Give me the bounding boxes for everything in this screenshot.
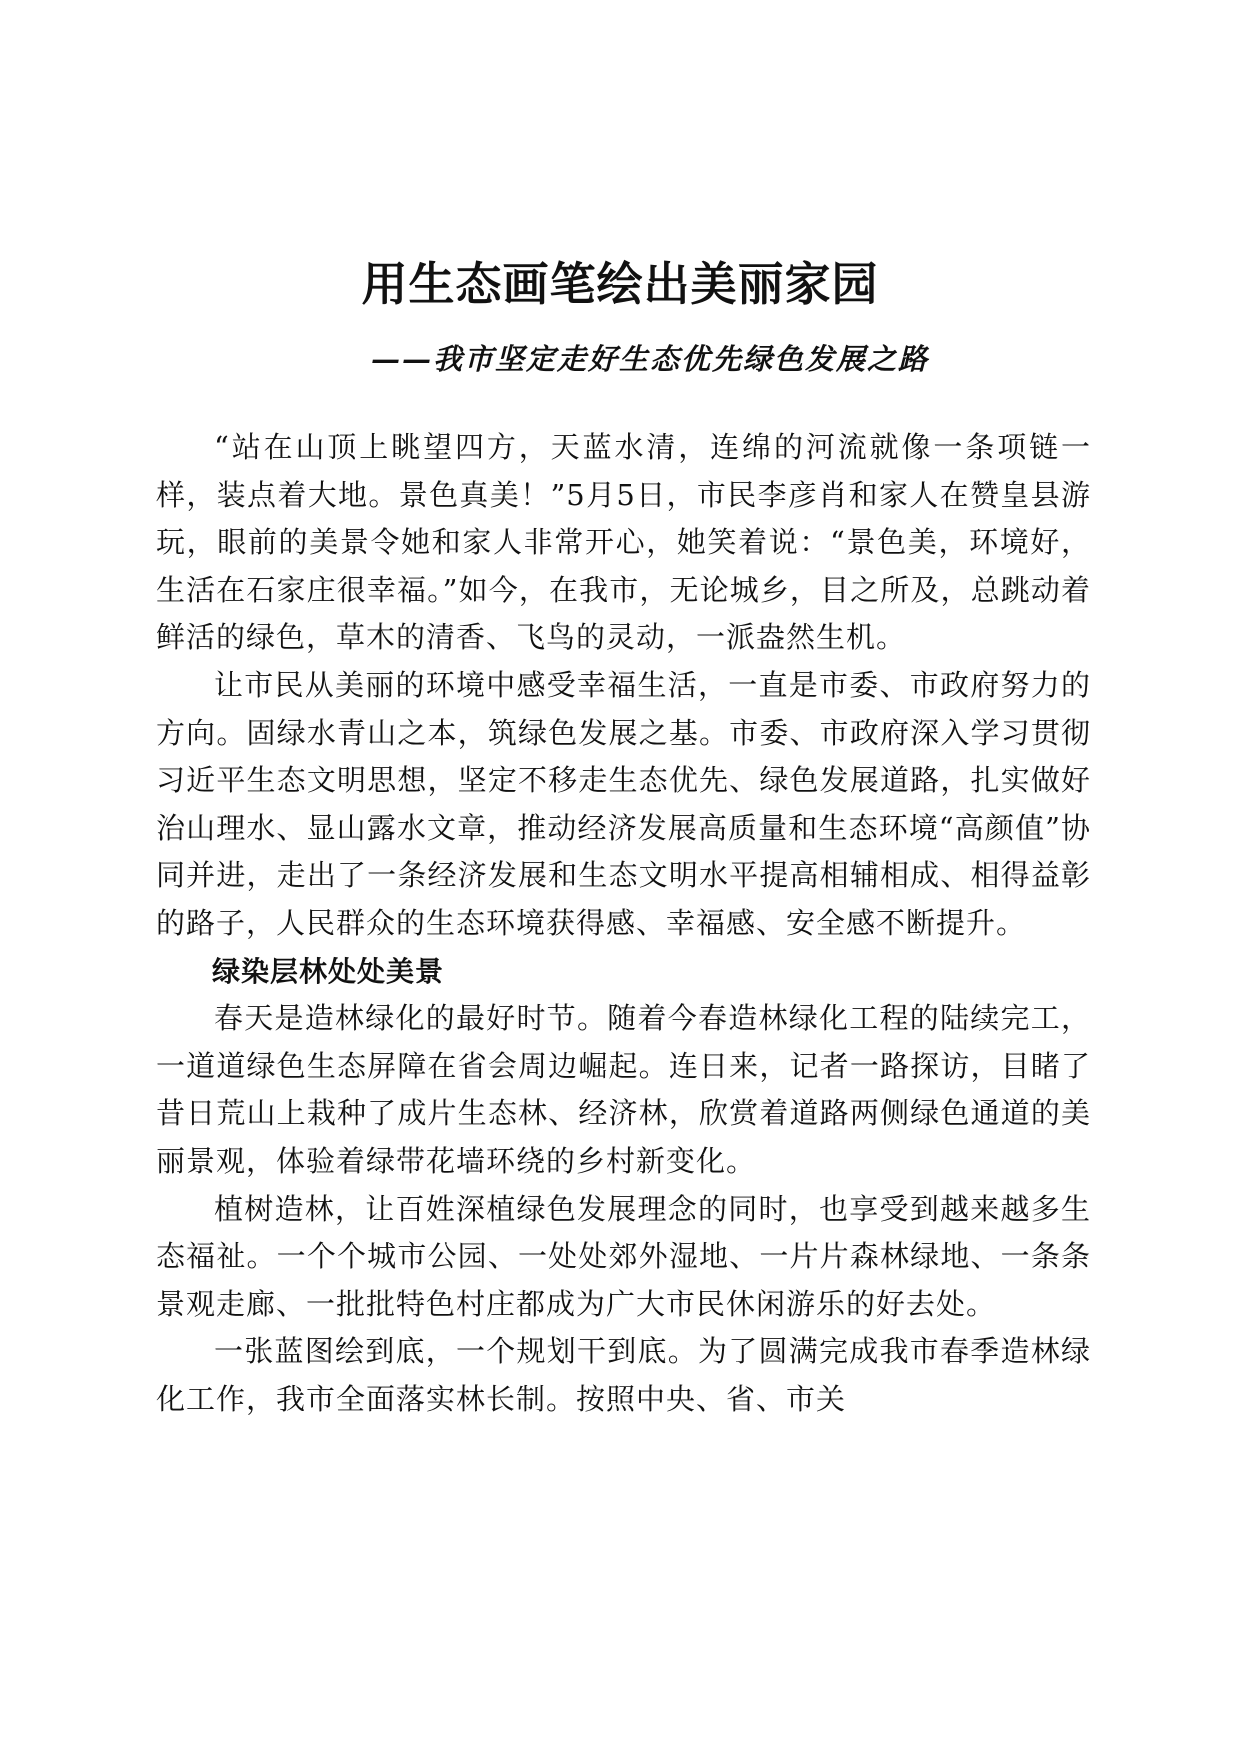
page-subtitle: ——我市坚定走好生态优先绿色发展之路 — [370, 342, 929, 376]
paragraph: 一张蓝图绘到底，一个规划干到底。为了圆满完成我市春季造林绿化工作，我市全面落实林长制。按照中央、省、市关 — [156, 1334, 1091, 1416]
paragraph: 植树造林，让百姓深植绿色发展理念的同时，也享受到越来越多生态福祉。一个个城市公园、一处处郊外湿地、一片片森林绿地、一条条景观走廊、一批批特色村庄都成为广大市民休闲游乐的好去处。 — [156, 1191, 1091, 1321]
page-title: 用生态画笔绘出美丽家园 — [361, 257, 879, 311]
paragraph: 让市民从美丽的环境中感受幸福生活，一直是市委、市政府努力的方向。固绿水青山之本，筑绿色发展之基。市委、市政府深入学习贯彻习近平生态文明思想，坚定不移走生态优先、绿色发展道路，扎实做好治山理水、显山露水文章，推动经济发展高质量和生态环境“高颜值”协同并进，走出了一条经济发展和生态文明水平提高相辅相成、相得益彰的路子，人民群众的生态环境获得感、幸福感、安全感不断提升。 — [156, 667, 1091, 940]
paragraph: 春天是造林绿化的最好时节。随着今春造林绿化工程的陆续完工，一道道绿色生态屏障在省会周边崛起。连日来，记者一路探访，目睹了昔日荒山上栽种了成片生态林、经济林，欣赏着道路两侧绿色通道的美丽景观，体验着绿带花墙环绕的乡村新变化。 — [156, 1001, 1091, 1178]
paragraph: “站在山顶上眺望四方，天蓝水清，连绵的河流就像一条项链一样，装点着大地。景色真美！”5月5日，市民李彦肖和家人在赞皇县游玩，眼前的美景令她和家人非常开心，她笑着说：“景色美，环境好，生活在石家庄很幸福。”如今，在我市，无论城乡，目之所及，总跳动着鲜活的绿色，草木的清香、飞鸟的灵动，一派盎然生机。 — [156, 430, 1091, 655]
section-heading: 绿染层林处处美景 — [212, 954, 445, 988]
article-body — [156, 424, 1091, 1423]
